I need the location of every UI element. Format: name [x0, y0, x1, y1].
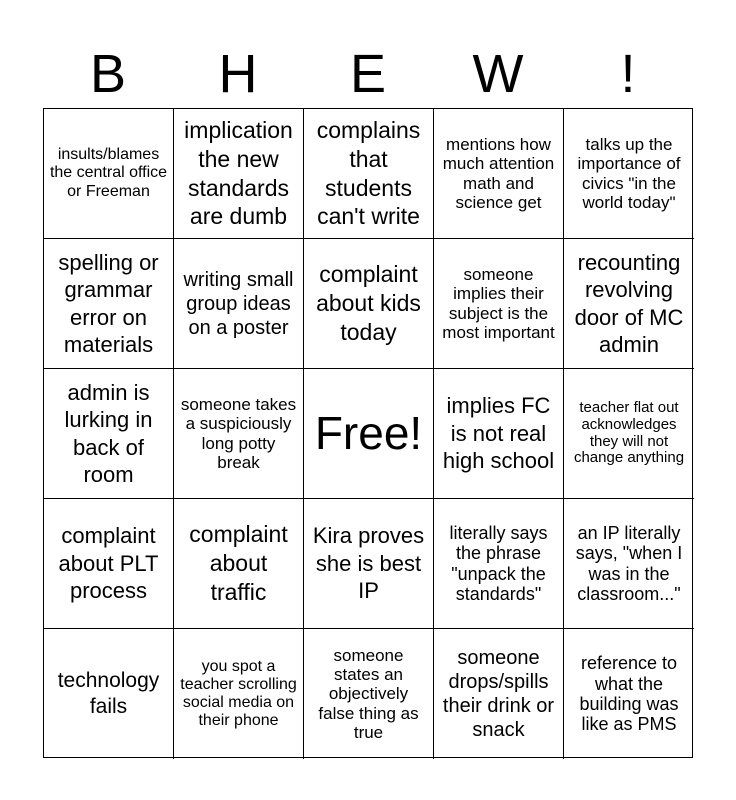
header-letter-h: H — [218, 44, 258, 104]
bingo-cell[interactable]: insults/blames the central office or Freeman — [44, 109, 174, 239]
bingo-cell[interactable]: mentions how much attention math and science get — [434, 109, 564, 239]
bingo-cell[interactable]: literally says the phrase "unpack the standards" — [434, 499, 564, 629]
bingo-cell[interactable]: reference to what the building was like as PMS — [579, 653, 679, 735]
bingo-cell[interactable]: someone takes a suspiciously long potty break — [174, 369, 304, 499]
bingo-cell[interactable]: complains that students can't write — [304, 109, 434, 239]
header-letter-w: W — [472, 44, 524, 104]
header-letter-b: B — [89, 44, 127, 104]
bingo-cell[interactable]: someone implies their subject is the most important — [434, 239, 564, 369]
bingo-cell[interactable]: talks up the importance of civics "in the world today" — [564, 109, 694, 239]
bingo-board — [43, 108, 693, 758]
bingo-cell[interactable]: recounting revolving door of MC admin — [564, 239, 694, 369]
bingo-cell[interactable]: admin is lurking in back of room — [44, 369, 174, 499]
bingo-cell[interactable]: you spot a teacher scrolling social media on their phone — [174, 629, 304, 759]
bingo-cell[interactable]: someone drops/spills their drink or snack — [434, 629, 564, 759]
bingo-cell[interactable]: Kira proves she is best IP — [304, 499, 434, 629]
bingo-cell[interactable]: someone states an objectively false thing as true — [304, 629, 434, 759]
header-letter-exclaim: ! — [620, 44, 636, 104]
bingo-cell[interactable]: an IP literally says, "when I was in the classroom..." — [564, 499, 694, 629]
bingo-cell[interactable]: implication the new standards are dumb — [174, 109, 304, 239]
bingo-cell[interactable]: implies FC is not real high school — [434, 369, 564, 499]
bingo-cell[interactable]: complaint about kids today — [304, 239, 434, 369]
header-letter-e: E — [349, 44, 387, 104]
bingo-cell[interactable]: spelling or grammar error on materials — [44, 239, 174, 369]
free-space[interactable]: Free! — [304, 369, 434, 499]
bingo-cell[interactable]: writing small group ideas on a poster — [174, 239, 304, 369]
bingo-cell[interactable]: technology fails — [44, 629, 174, 759]
bingo-cell[interactable]: complaint about PLT process — [44, 499, 174, 629]
bingo-cell[interactable]: teacher flat out acknowledges they will not change anything — [564, 369, 694, 499]
bingo-header — [43, 40, 693, 108]
bingo-cell[interactable]: complaint about traffic — [174, 499, 304, 629]
